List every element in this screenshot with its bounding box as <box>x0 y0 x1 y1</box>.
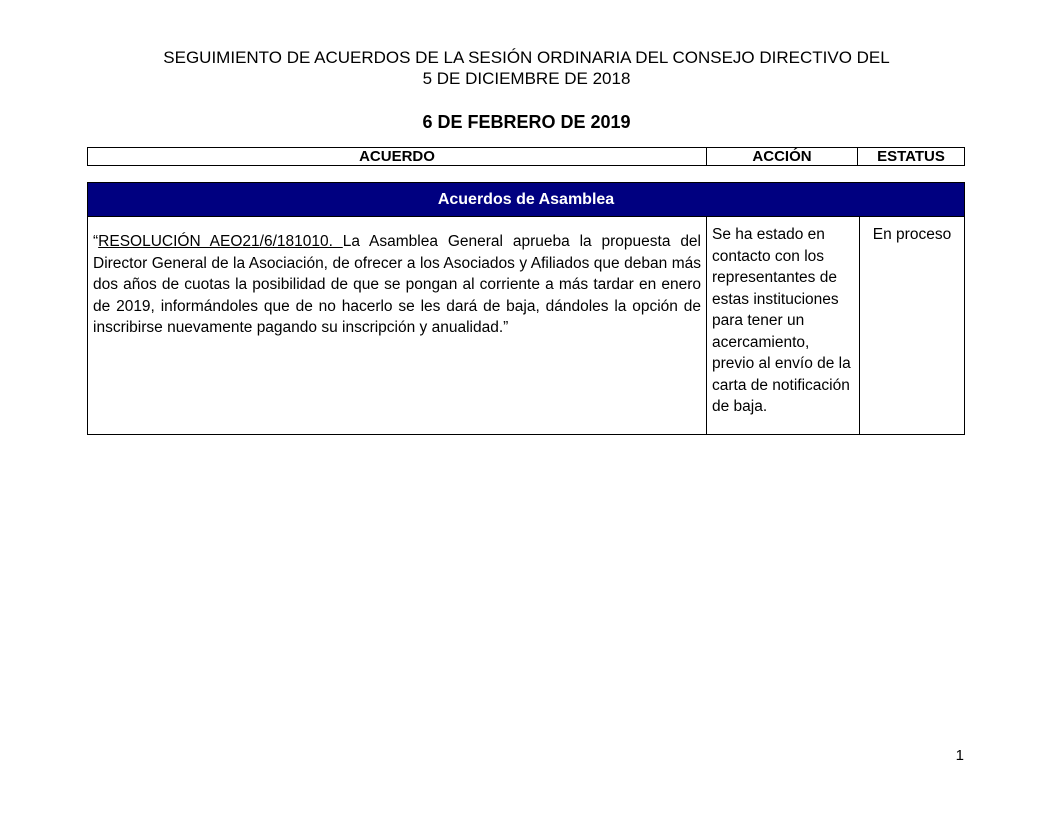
column-header-table <box>87 147 965 166</box>
estatus-cell: En proceso <box>860 217 965 435</box>
table-row <box>88 217 965 435</box>
page-number: 1 <box>955 747 964 764</box>
acuerdo-cell <box>88 217 707 435</box>
column-header-row <box>88 148 965 166</box>
column-header-accion: ACCIÓN <box>707 148 858 166</box>
document-title-line-1: SEGUIMIENTO DE ACUERDOS DE LA SESIÓN ORDINARIA DEL CONSEJO DIRECTIVO DEL <box>163 48 890 67</box>
section-header-row <box>88 183 965 217</box>
document-title-line-2: 5 DE DICIEMBRE DE 2018 <box>422 69 631 88</box>
section-title: Acuerdos de Asamblea <box>88 183 965 217</box>
column-header-acuerdo: ACUERDO <box>88 148 707 166</box>
document-date: 6 DE FEBRERO DE 2019 <box>422 112 631 132</box>
column-header-estatus: ESTATUS <box>858 148 965 166</box>
accion-cell: Se ha estado en contacto con los representantes de estas instituciones para tener un acercamiento, previo al envío de la carta de notificación de baja. <box>707 217 860 435</box>
agreements-table <box>87 182 965 435</box>
acuerdo-open-quote: “ <box>93 233 99 250</box>
acuerdo-text: La Asamblea General aprueba la propuesta del Director General de la Asociación, de ofrecer a los Asociados y Afiliados que deban más dos años de cuotas la posibilidad de que se pongan al corriente a más tardar en enero de 2019, informándoles que de no hacerlo se les dará de baja, dándoles la opción de inscribirse nuevamente pagando su inscripción y anualidad.” <box>93 233 701 336</box>
resolution-reference: RESOLUCIÓN AEO21/6/181010. <box>98 233 343 250</box>
